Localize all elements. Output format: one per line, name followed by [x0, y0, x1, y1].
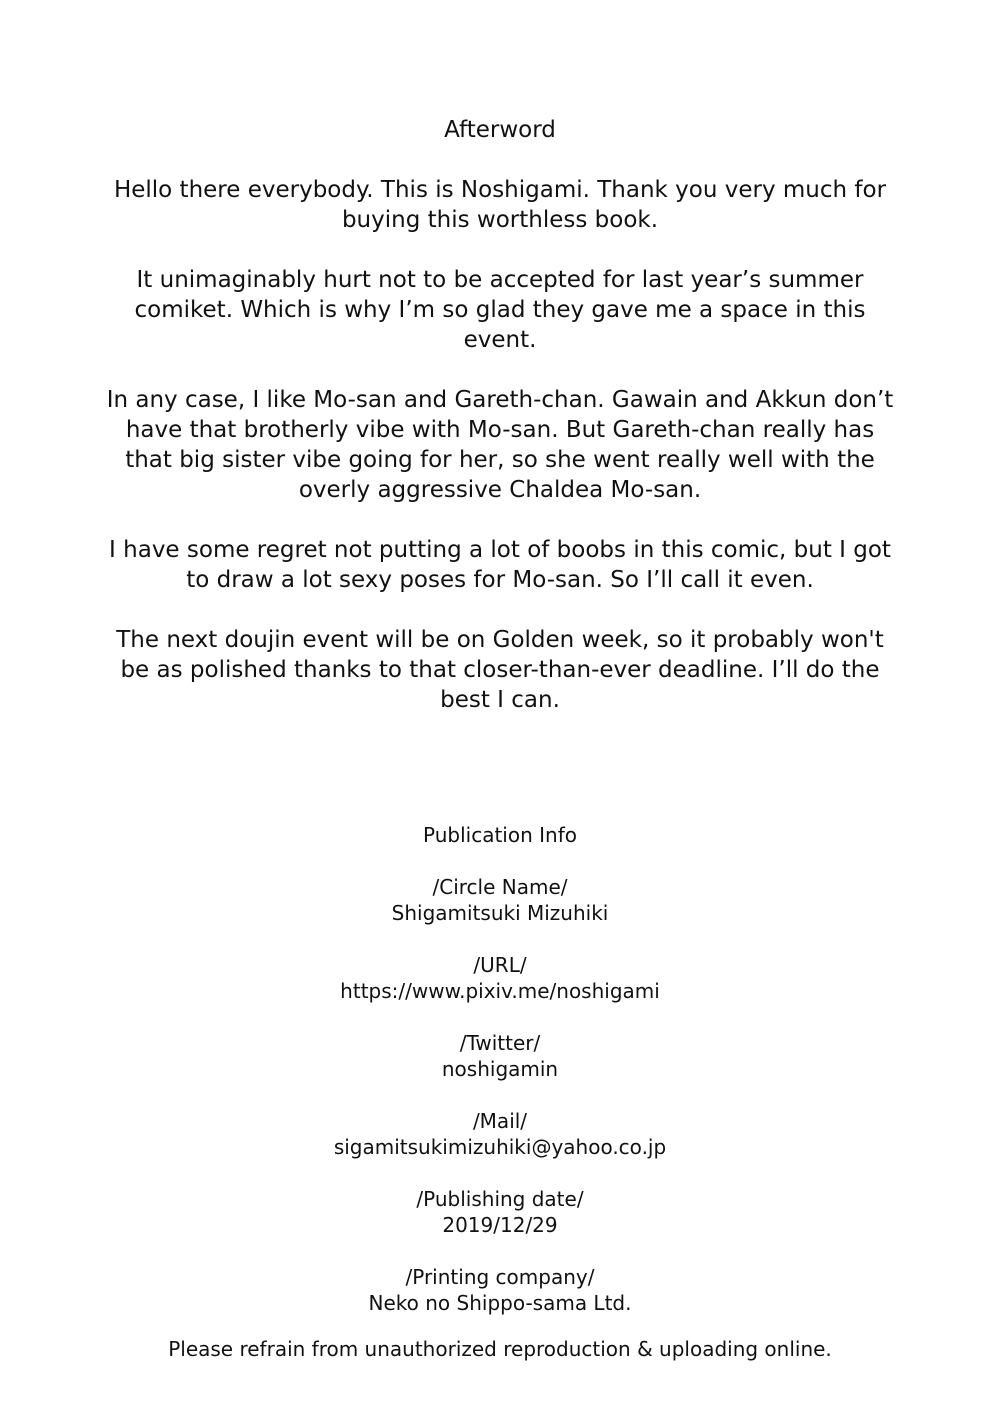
twitter-label: /Twitter/ — [459, 1031, 541, 1055]
circle-name-entry — [100, 874, 900, 926]
url-entry — [100, 952, 900, 1004]
afterword-section — [100, 115, 900, 745]
circle-name-label: /Circle Name/ — [432, 875, 568, 899]
afterword-paragraph-4: I have some regret not putting a lot of boobs in this comic, but I got to draw a lot sexy poses for Mo-san. So I’ll call it even. — [109, 537, 891, 593]
publishing-date-label: /Publishing date/ — [416, 1187, 584, 1211]
reproduction-notice: Please refrain from unauthorized reproduction & uploading online. — [168, 1337, 832, 1361]
publication-info-section — [100, 822, 900, 1342]
printing-company-value: Neko no Shippo-sama Ltd. — [368, 1291, 632, 1315]
twitter-value: noshigamin — [441, 1057, 559, 1081]
twitter-entry — [100, 1030, 900, 1082]
url-label: /URL/ — [473, 953, 527, 977]
afterword-paragraph-1: Hello there everybody. This is Noshigami. Thank you very much for buying this worthless book. — [113, 177, 887, 233]
mail-label: /Mail/ — [472, 1109, 528, 1133]
publishing-date-entry — [100, 1186, 900, 1238]
publishing-date-value: 2019/12/29 — [442, 1213, 558, 1237]
printing-company-entry — [100, 1264, 900, 1316]
afterword-paragraph-5: The next doujin event will be on Golden week, so it probably won't be as polished thanks to that closer-than-ever deadline. I’ll do the best I can. — [116, 627, 884, 713]
afterword-title: Afterword — [444, 117, 556, 143]
url-value: https://www.pixiv.me/noshigami — [340, 979, 660, 1003]
circle-name-value: Shigamitsuki Mizuhiki — [391, 901, 609, 925]
mail-entry — [100, 1108, 900, 1160]
publication-info-title: Publication Info — [423, 823, 577, 847]
printing-company-label: /Printing company/ — [405, 1265, 595, 1289]
afterword-paragraph-2: It unimaginably hurt not to be accepted for last year’s summer comiket. Which is why I’m so glad they gave me a space in this event. — [134, 267, 866, 353]
afterword-paragraph-3: In any case, I like Mo-san and Gareth-chan. Gawain and Akkun don’t have that brotherly vibe with Mo-san. But Gareth-chan really has that big sister vibe going for her, so she went really well with the overly aggressive Chaldea Mo-san. — [106, 387, 894, 503]
mail-value: sigamitsukimizuhiki@yahoo.co.jp — [333, 1135, 667, 1159]
